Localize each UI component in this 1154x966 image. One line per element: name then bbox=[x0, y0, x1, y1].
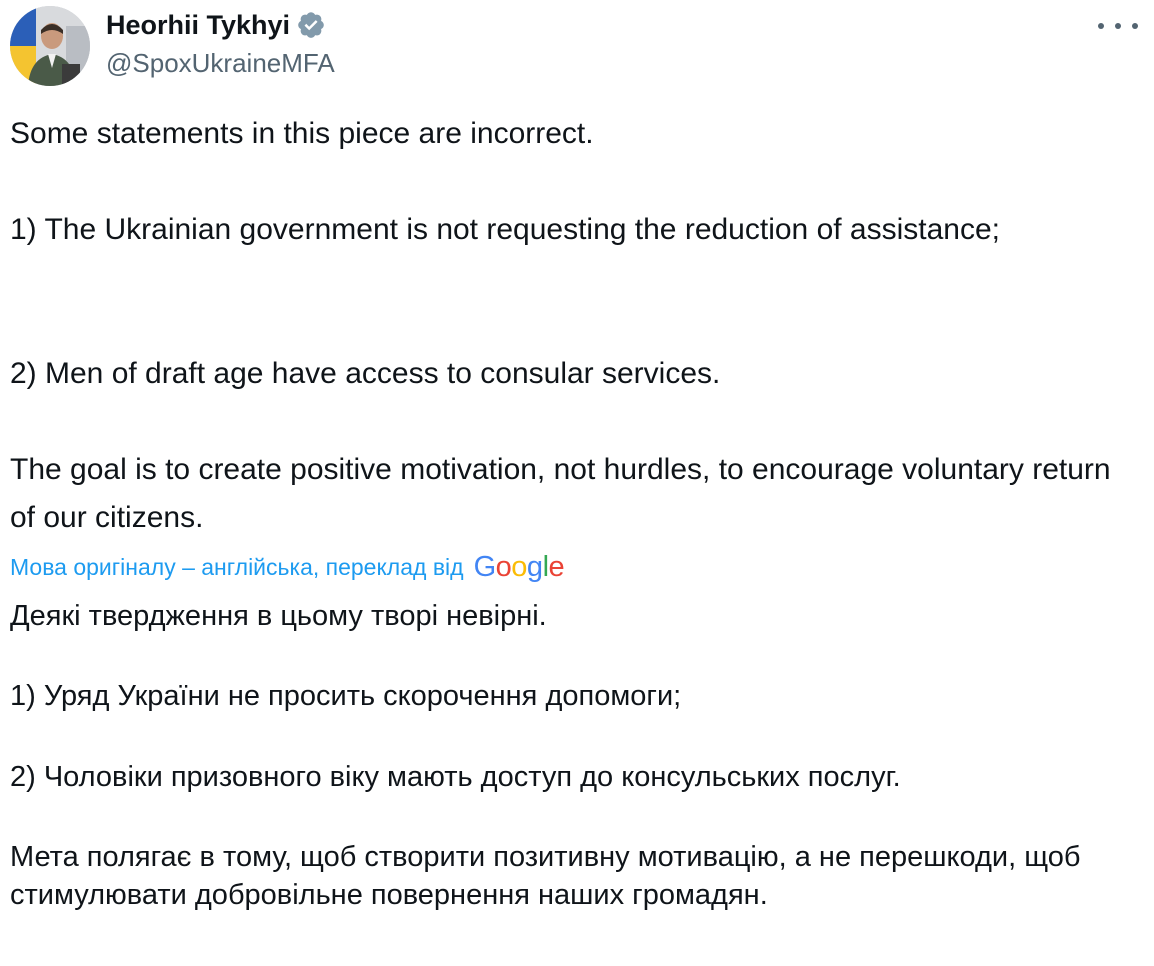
user-handle[interactable]: @SpoxUkraineMFA bbox=[106, 48, 335, 78]
tweet-header bbox=[10, 6, 1144, 86]
more-dot bbox=[1115, 23, 1121, 29]
google-logo bbox=[474, 548, 565, 586]
tweet-text: 1) The Ukrainian government is not requesting the reduction of assistance; bbox=[10, 213, 1000, 246]
translated-paragraph bbox=[10, 677, 1140, 715]
translated-text: Деякі твердження в цьому творі невірні. bbox=[10, 600, 547, 632]
tweet-text: Some statements in this piece are incorrect. bbox=[10, 117, 594, 150]
translation-notice-text[interactable]: Мова оригіналу – англійська, переклад від bbox=[10, 554, 464, 580]
google-letter: l bbox=[542, 551, 549, 583]
google-letter: o bbox=[495, 551, 512, 583]
translated-paragraph bbox=[10, 838, 1140, 914]
tweet-paragraph bbox=[10, 206, 1130, 254]
google-letter: G bbox=[473, 551, 496, 583]
translation-notice[interactable] bbox=[10, 548, 564, 586]
display-name[interactable]: Heorhii Tykhyi bbox=[106, 10, 291, 40]
avatar[interactable] bbox=[10, 6, 90, 86]
google-letter: g bbox=[526, 551, 543, 583]
name-row bbox=[106, 8, 335, 42]
tweet-paragraph bbox=[10, 110, 1130, 158]
more-options-icon[interactable] bbox=[1098, 14, 1138, 38]
more-dot bbox=[1132, 23, 1138, 29]
author-info bbox=[106, 8, 335, 80]
tweet-text: 2) Men of draft age have access to consular services. bbox=[10, 357, 721, 390]
translated-paragraph bbox=[10, 597, 1140, 635]
translated-text: 2) Чоловіки призовного віку мають доступ до консульських послуг. bbox=[10, 761, 901, 793]
tweet-paragraph bbox=[10, 446, 1130, 542]
profile-photo bbox=[10, 6, 90, 86]
tweet-paragraph bbox=[10, 350, 1130, 398]
tweet-text: The goal is to create positive motivation, not hurdles, to encourage voluntary return of our citizens. bbox=[10, 453, 1111, 534]
google-letter: e bbox=[548, 551, 565, 583]
google-letter: o bbox=[511, 551, 527, 583]
translated-text: 1) Уряд України не просить скорочення допомоги; bbox=[10, 680, 682, 712]
translated-paragraph bbox=[10, 758, 1140, 796]
verified-badge-icon[interactable] bbox=[296, 10, 326, 40]
translated-text: Мета полягає в тому, щоб створити позитивну мотивацію, а не перешкоди, щоб стимулювати добровільне повернення наших громадян. bbox=[10, 841, 1081, 911]
more-dot bbox=[1098, 23, 1104, 29]
